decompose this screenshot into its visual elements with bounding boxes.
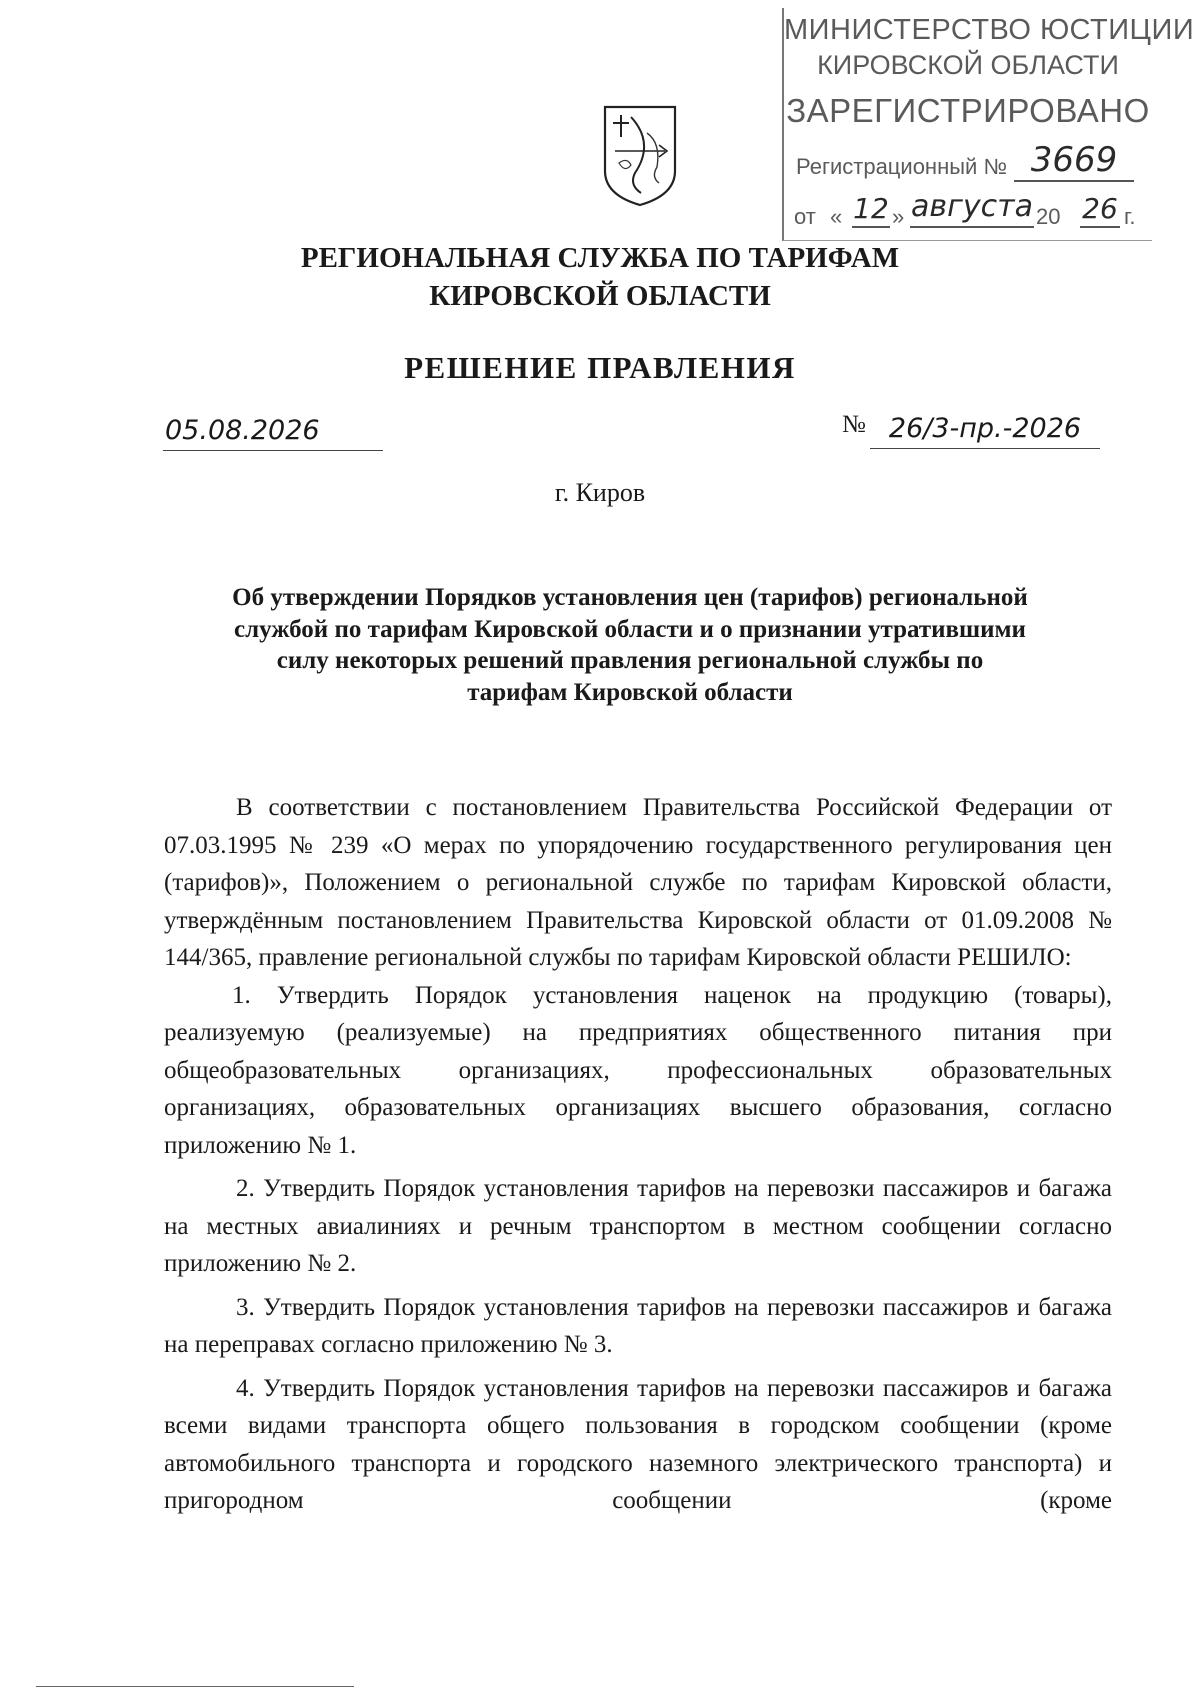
- stamp-date-open-quote: «: [830, 204, 843, 229]
- stamp-reg-label: Регистрационный №: [796, 154, 1008, 179]
- subject-line: силу некоторых решений правления региональной службы по: [276, 647, 984, 674]
- stamp-date-close-quote: »: [892, 204, 905, 229]
- preamble-paragraph: В соответствии с постановлением Правительства Российской Федерации от 07.03.1995 № 239 «О мерах по упорядочению государственного регулирования цен (тарифов)», Положением о региональной службе по тарифам Кировской области, утверждённым постановлением Правительства Кировской области от 01.09.2008 № 144/365, правление региональной службы по тарифам Кировской области РЕШИЛО:: [164, 794, 1112, 971]
- organization-name-line1: РЕГИОНАЛЬНАЯ СЛУЖБА ПО ТАРИФАМ: [300, 242, 900, 274]
- stamp-registered-line: ЗАРЕГИСТРИРОВАНО: [786, 92, 1150, 129]
- number-sign: №: [842, 411, 866, 438]
- document-type-title: РЕШЕНИЕ ПРАВЛЕНИЯ: [404, 350, 796, 385]
- item-1-paragraph: 1. Утвердить Порядок установления наценок на продукцию (товары), реализуемую (реализуемые) на предприятиях общественного питания при общеобразовательных организациях, профессиональных образовательных организациях, образовательных организациях высшего образования, согласно приложению № 1.: [164, 981, 1112, 1159]
- city-name: г. Киров: [554, 478, 646, 507]
- stamp-ministry-line: МИНИСТЕРСТВО ЮСТИЦИИ: [784, 14, 1195, 46]
- decision-date: 05.08.2026: [163, 416, 383, 451]
- subject-line: службой по тарифам Кировской области и о признании утратившими: [234, 615, 1026, 643]
- stamp-date-day: 12: [852, 192, 890, 228]
- stamp-date-year-prefix: 20: [1036, 204, 1061, 229]
- item-3-paragraph: 3. Утвердить Порядок установления тарифов на перевозки пассажиров и багажа на переправах согласно приложению № 3.: [164, 1293, 1112, 1358]
- subject-line: Об утверждении Порядков установления цен (тарифов) региональной: [232, 584, 1028, 611]
- decision-body: [164, 789, 1112, 1520]
- item-4-paragraph: 4. Утвердить Порядок установления тарифов на перевозки пассажиров и багажа всеми видами транспорта общего пользования в городском сообщении (кроме автомобильного транспорта и городского наземного электрического транспорта) и пригородном сообщении (кроме: [164, 1374, 1112, 1514]
- subject-line: тарифам Кировской области: [467, 678, 793, 706]
- stamp-date-year: 26: [1080, 192, 1120, 228]
- stamp-reg-number: 3669: [1014, 140, 1134, 182]
- stamp-date-suffix: г.: [1124, 204, 1136, 229]
- coat-of-arms-icon: [601, 103, 679, 209]
- stamp-date-prefix: от: [794, 204, 816, 229]
- footnote-rule: [36, 1686, 354, 1687]
- stamp-region-line: КИРОВСКОЙ ОБЛАСТИ: [817, 50, 1119, 80]
- decision-number: 26/3-пр.-2026: [870, 414, 1100, 449]
- decision-subject: [160, 582, 1100, 708]
- item-2-paragraph: 2. Утвердить Порядок установления тарифов на перевозки пассажиров и багажа на местных авиалиниях и речным транспортом в местном сообщении согласно приложению № 2.: [164, 1175, 1112, 1277]
- registration-stamp: [782, 8, 1195, 241]
- organization-name-line2: КИРОВСКОЙ ОБЛАСТИ: [429, 280, 771, 312]
- stamp-date-month: августа: [910, 188, 1034, 228]
